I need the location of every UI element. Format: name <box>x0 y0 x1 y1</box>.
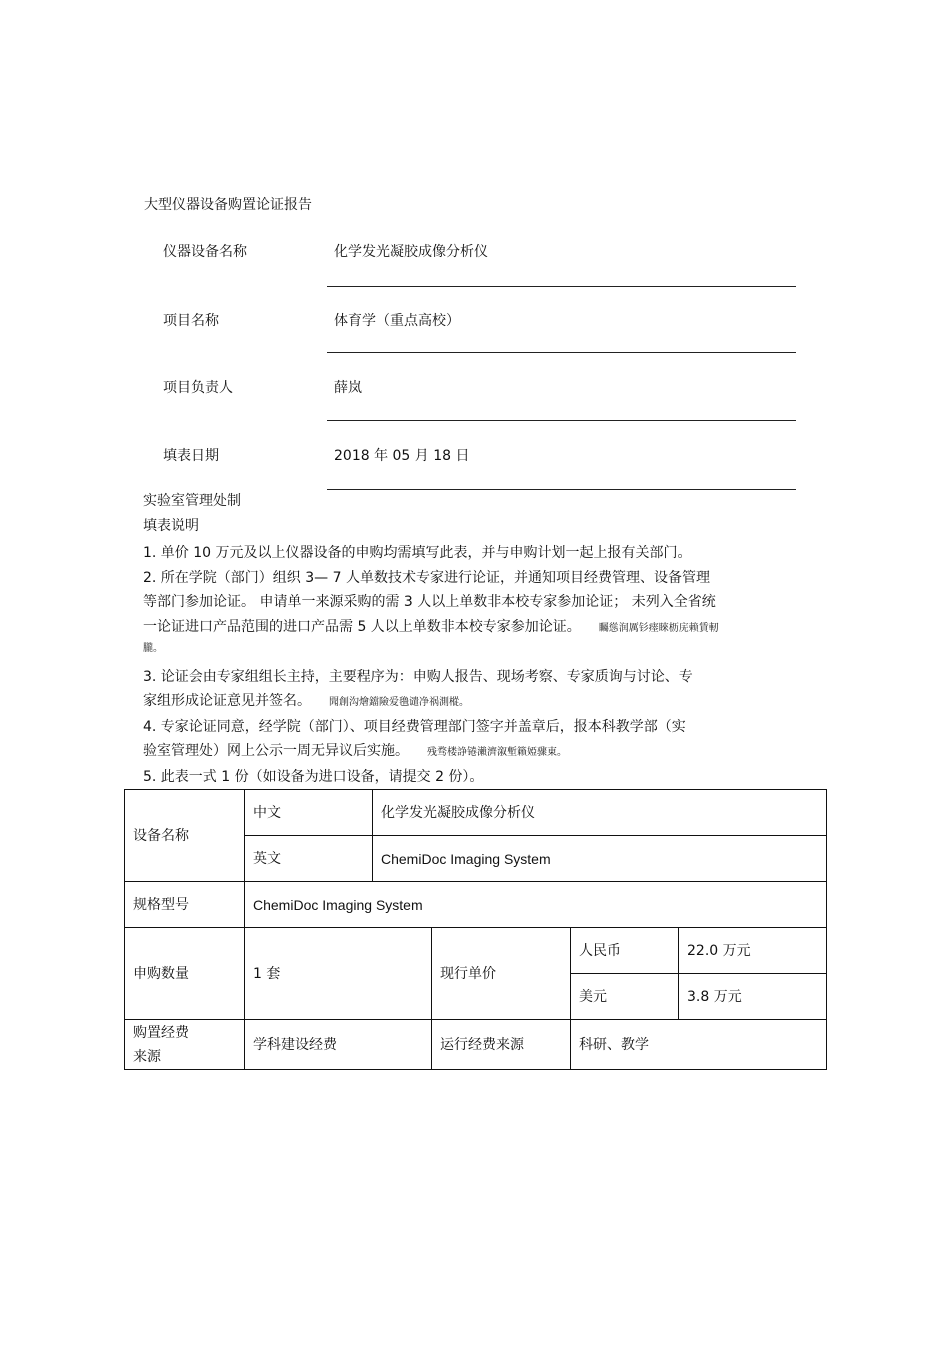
operating-fund-label: 运行经费来源 <box>432 1020 571 1070</box>
cn-name-label: 中文 <box>245 790 373 836</box>
usd-label: 美元 <box>571 974 679 1020</box>
instruction-item-4-line-1: 4. 专家论证同意，经学院（部门）、项目经费管理部门签字并盖章后，报本科教学部（实 <box>143 719 686 735</box>
garbled-text: 聞創沟燴鐺險爱氇谴净祸測樅。 <box>329 697 469 708</box>
fund-source-label-line-1: 购置经费 <box>133 1024 189 1041</box>
cn-name-value: 化学发光凝胶成像分析仪 <box>373 790 827 836</box>
instruction-item-2-line-3-text: 一论证进口产品范围的进口产品需 5 人以上单数非本校专家参加论证。 <box>143 619 581 635</box>
equipment-info-table <box>124 789 827 1070</box>
cover-value-equipment-name: 化学发光凝胶成像分析仪 <box>334 244 488 260</box>
cover-value-fill-date: 2018 年 05 月 18 日 <box>334 448 470 464</box>
rmb-label: 人民币 <box>571 928 679 974</box>
quantity-label: 申购数量 <box>125 928 245 1020</box>
instruction-item-1: 1. 单价 10 万元及以上仪器设备的申购均需填写此表，并与申购计划一起上报有关部门。 <box>143 545 692 561</box>
instruction-item-3-line-2 <box>143 690 469 714</box>
instruction-item-2-line-2: 等部门参加论证。 申请单一来源采购的需 3 人以上单数非本校专家参加论证； 未列入全省统 <box>143 594 716 610</box>
fund-source-label <box>125 1020 245 1070</box>
table-row <box>125 1020 827 1070</box>
cover-label-project-name: 项目名称 <box>163 313 219 329</box>
cover-value-project-leader: 薛岚 <box>334 380 362 396</box>
instruction-item-3-line-1: 3. 论证会由专家组组长主持，主要程序为：申购人报告、现场考察、专家质询与讨论、专 <box>143 669 693 685</box>
instruction-item-3-line-2-text: 家组形成论证意见并签名。 <box>143 693 311 709</box>
instruction-item-5: 5. 此表一式 1 份（如设备为进口设备，请提交 2 份）。 <box>143 769 484 785</box>
usd-value: 3.8 万元 <box>679 974 827 1020</box>
garbled-text: 残骛楼諍锩瀨濟溆塹籟婭骤東。 <box>427 747 567 758</box>
table-row <box>125 882 827 928</box>
quantity-value: 1 套 <box>245 928 432 1020</box>
instruction-item-2-line-1: 2. 所在学院（部门）组织 3— 7 人单数技术专家进行论证，并通知项目经费管理、设备管理 <box>143 570 710 586</box>
model-value: ChemiDoc Imaging System <box>245 882 827 928</box>
garbled-text-tail: 朧。 <box>143 643 163 654</box>
instruction-item-2-line-3 <box>143 616 719 640</box>
equipment-name-label: 设备名称 <box>125 790 245 882</box>
cover-underline <box>327 420 796 421</box>
model-label: 规格型号 <box>125 882 245 928</box>
en-name-label: 英文 <box>245 836 373 882</box>
cover-underline <box>327 286 796 287</box>
operating-fund-value: 科研、教学 <box>571 1020 827 1070</box>
fund-source-value: 学科建设经费 <box>245 1020 432 1070</box>
cover-underline <box>327 489 796 490</box>
table-row <box>125 928 827 974</box>
en-name-value: ChemiDoc Imaging System <box>373 836 827 882</box>
department-label: 实验室管理处制 <box>143 493 241 509</box>
fund-source-label-line-2: 来源 <box>133 1048 161 1065</box>
rmb-value: 22.0 万元 <box>679 928 827 974</box>
cover-underline <box>327 352 796 353</box>
table-row <box>125 790 827 836</box>
unit-price-label: 现行单价 <box>432 928 571 1020</box>
cover-label-fill-date: 填表日期 <box>163 448 219 464</box>
cover-label-equipment-name: 仪器设备名称 <box>163 244 247 260</box>
instruction-item-4-line-2-text: 验室管理处）网上公示一周无异议后实施。 <box>143 743 409 759</box>
instructions-title: 填表说明 <box>143 518 199 534</box>
garbled-text: 矚慫润厲钐瘗睞枥庑赖賃軔 <box>598 623 719 634</box>
cover-value-project-name: 体育学（重点高校） <box>334 313 460 329</box>
instruction-item-4-line-2 <box>143 740 567 764</box>
report-title: 大型仪器设备购置论证报告 <box>144 197 312 213</box>
cover-label-project-leader: 项目负责人 <box>163 380 233 396</box>
